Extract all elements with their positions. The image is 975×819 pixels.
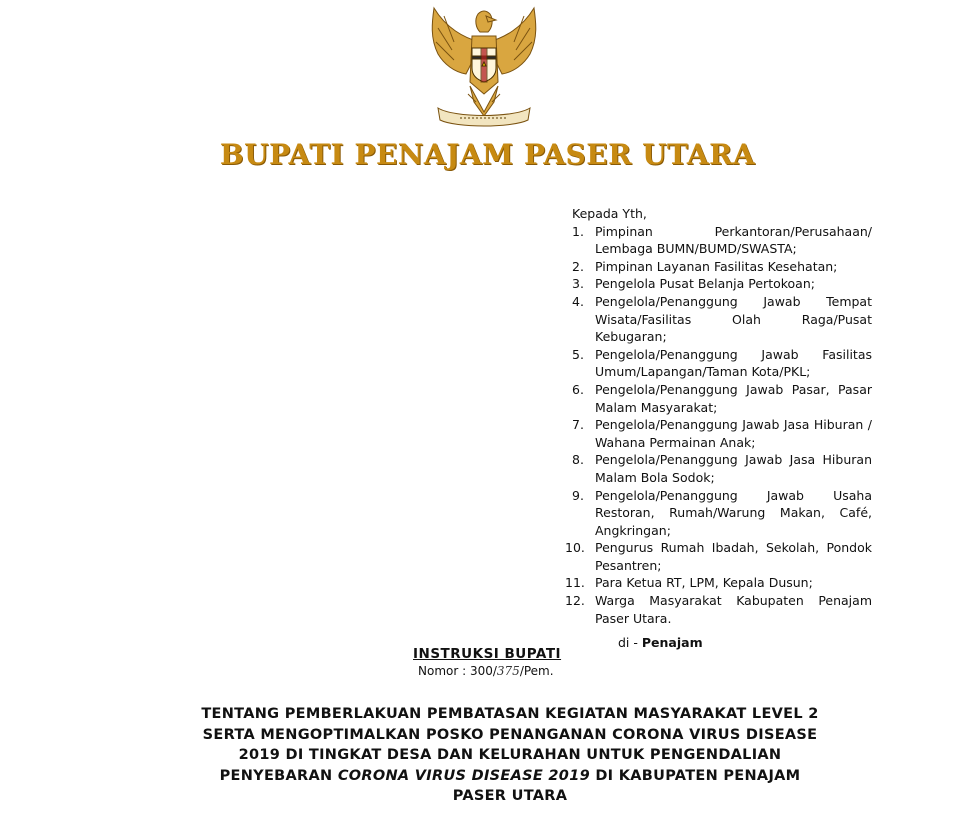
addressee-greeting: Kepada Yth, (572, 206, 647, 221)
instruction-title: INSTRUKSI BUPATI (413, 646, 562, 662)
list-item: 11. Para Ketua RT, LPM, Kepala Dusun; (565, 575, 813, 591)
list-item: 12. Warga Masyarakat Kabupaten Penajam Paser Utara. (565, 593, 872, 626)
destination-line: di - Penajam (618, 635, 703, 651)
document-number: Nomor : 300/375/Pem. (418, 664, 554, 678)
list-item: 9. Pengelola/Penanggung Jawab Usaha Restoran, Rumah/Warung Makan, Café, Angkringan; (572, 487, 872, 538)
list-item: 10. Pengurus Rumah Ibadah, Sekolah, Pondok Pesantren; (565, 540, 872, 573)
subject-line: TENTANG PEMBERLAKUAN PEMBATASAN KEGIATAN MASYARAKAT LEVEL 2 (201, 706, 819, 722)
subject-line: PENYEBARAN CORONA VIRUS DISEASE 2019 DI KABUPATEN PENAJAM (219, 767, 801, 784)
list-item: 6. Pengelola/Penanggung Jawab Pasar, Pasar Malam Masyarakat; (572, 381, 872, 415)
list-item: 3. Pengelola Pusat Belanja Pertokoan; (572, 276, 815, 292)
list-item: 5. Pengelola/Penanggung Jawab Fasilitas Umum/Lapangan/Taman Kota/PKL; (572, 346, 872, 380)
list-item: 1. Pimpinan Perkantoran/Perusahaan/ Lembaga BUMN/BUMD/SWASTA; (572, 223, 872, 257)
subject-line: PASER UTARA (452, 788, 568, 804)
list-item: 7. Pengelola/Penanggung Jawab Jasa Hiburan / Wahana Permainan Anak; (572, 417, 872, 450)
addressee-list (565, 223, 872, 628)
list-item: 2. Pimpinan Layanan Fasilitas Kesehatan; (572, 258, 838, 274)
subject-line: SERTA MENGOPTIMALKAN POSKO PENANGANAN CORONA VIRUS DISEASE (202, 726, 818, 743)
page-title: BUPATI PENAJAM PASER UTARA (219, 138, 756, 171)
handwritten-number: 375 (496, 664, 520, 678)
garuda-emblem-icon (424, 2, 544, 130)
subject-line: 2019 DI TINGKAT DESA DAN KELURAHAN UNTUK PENGENDALIAN (238, 747, 782, 763)
addressee-block (565, 205, 872, 652)
destination-place: Penajam (641, 635, 703, 651)
list-item: 8. Pengelola/Penanggung Jawab Jasa Hiburan Malam Bola Sodok; (572, 452, 872, 485)
subject-heading (160, 704, 860, 807)
list-item: 4. Pengelola/Penanggung Jawab Tempat Wisata/Fasilitas Olah Raga/Pusat Kebugaran; (572, 293, 872, 345)
